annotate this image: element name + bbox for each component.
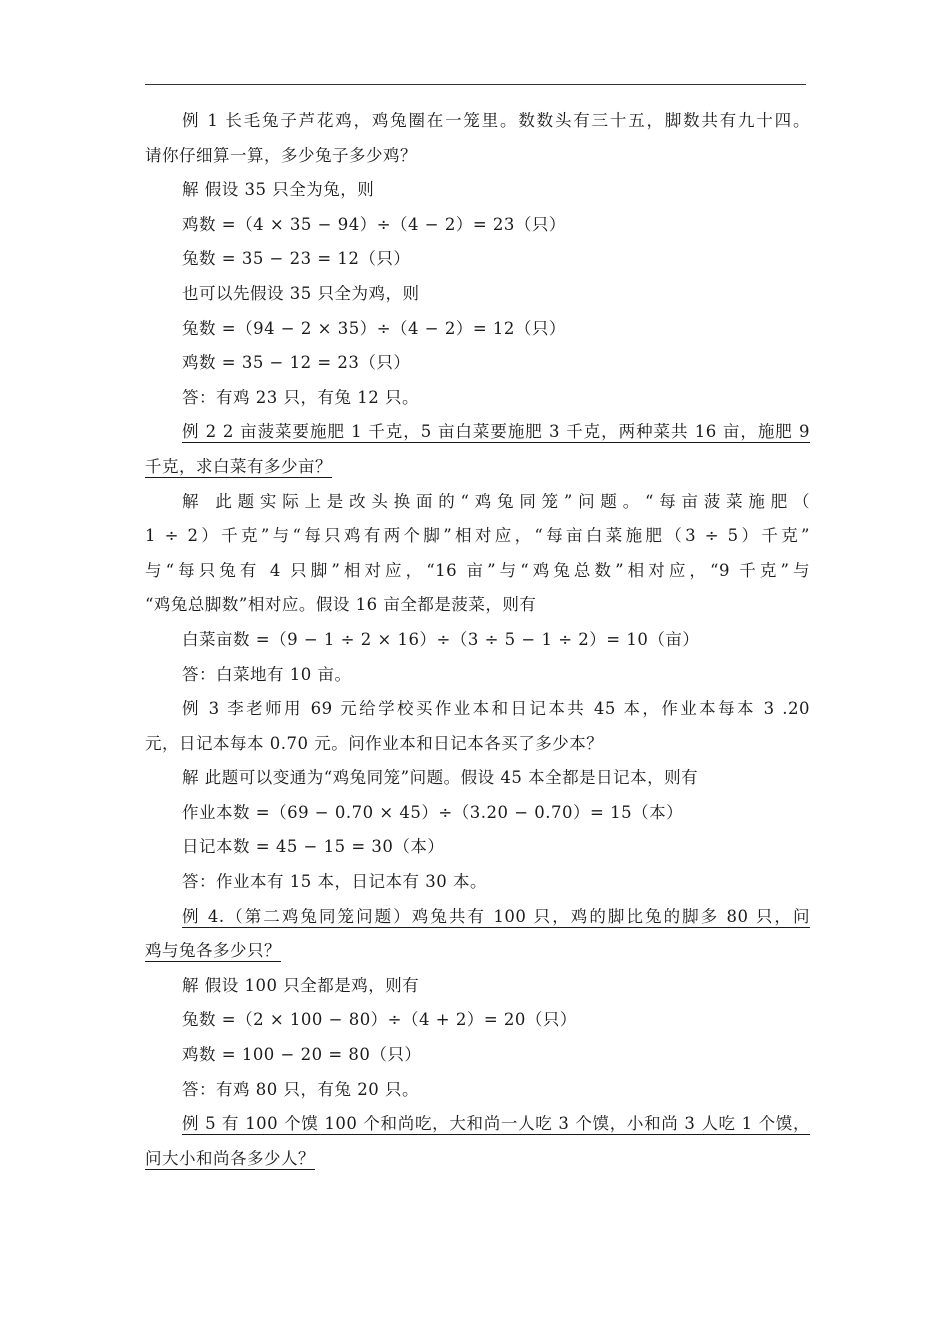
- example-5-question-cont: 问大小和尚各多少人？: [145, 1148, 315, 1168]
- example-2-solution-line: “鸡兔总脚数”相对应。假设 16 亩全都是菠菜，则有: [145, 595, 537, 615]
- example-4-solution-line: 鸡数 = 100 − 20 = 80（只）: [182, 1045, 422, 1065]
- document-body: [145, 104, 810, 1176]
- example-4-answer: 答：有鸡 80 只，有兔 20 只。: [182, 1079, 419, 1099]
- example-4-solution-line: 兔数 =（2 × 100 − 80）÷（4 + 2）= 20（只）: [182, 1010, 577, 1030]
- example-2-question-cont: 千克，求白菜有多少亩？: [145, 456, 332, 476]
- example-3-question-cont: 元，日记本每本 0.70 元。问作业本和日记本各买了多少本？: [145, 733, 604, 753]
- example-5-question: 例 5 有 100 个馍 100 个和尚吃，大和尚一人吃 3 个馍，小和尚 3 人吃 1 个馍，: [182, 1114, 810, 1134]
- example-1-solution-line: 鸡数 = 35 − 12 = 23（只）: [182, 353, 411, 373]
- example-1-solution-line: 也可以先假设 35 只全为鸡，则: [182, 283, 420, 303]
- example-2-answer: 答：白菜地有 10 亩。: [182, 664, 352, 684]
- example-4-question: 例 4.（第二鸡兔同笼问题）鸡兔共有 100 只，鸡的脚比兔的脚多 80 只，问: [182, 906, 810, 926]
- example-2-solution-line: 与“每只兔有 4 只脚”相对应，“16 亩”与“鸡兔总数”相对应，“9 千克”与: [145, 560, 810, 580]
- example-3-answer: 答：作业本有 15 本，日记本有 30 本。: [182, 872, 487, 892]
- example-2-solution-line: 白菜亩数 =（9 − 1 ÷ 2 × 16）÷（3 ÷ 5 − 1 ÷ 2）= 10（亩）: [182, 629, 700, 649]
- example-1-solution-line: 兔数 = 35 − 23 = 12（只）: [182, 249, 411, 269]
- example-1-solution-line: 鸡数 =（4 × 35 − 94）÷（4 − 2）= 23（只）: [182, 214, 566, 234]
- example-2-question: 例 2 2 亩菠菜要施肥 1 千克，5 亩白菜要施肥 3 千克，两种菜共 16 亩，施肥 9: [182, 422, 810, 442]
- example-1-answer: 答：有鸡 23 只，有兔 12 只。: [182, 387, 419, 407]
- example-3-question: 例 3 李老师用 69 元给学校买作业本和日记本共 45 本，作业本每本 3 .20: [182, 699, 810, 719]
- example-3-solution-line: 解 此题可以变通为“鸡兔同笼”问题。假设 45 本全都是日记本，则有: [182, 768, 699, 788]
- example-2-solution-line: 解 此题实际上是改头换面的“鸡兔同笼”问题。“每亩菠菜施肥（: [182, 491, 810, 511]
- example-1-solution-line: 兔数 =（94 − 2 × 35）÷（4 − 2）= 12（只）: [182, 318, 566, 338]
- header-rule: [145, 84, 806, 85]
- example-1-solution-line: 解 假设 35 只全为兔，则: [182, 180, 375, 200]
- example-3-solution-line: 日记本数 = 45 − 15 = 30（本）: [182, 837, 445, 857]
- example-4-question-cont: 鸡与兔各多少只？: [145, 941, 281, 961]
- example-2-solution-line: 1 ÷ 2）千克”与“每只鸡有两个脚”相对应，“每亩白菜施肥（3 ÷ 5）千克”: [145, 526, 810, 546]
- example-3-solution-line: 作业本数 =（69 − 0.70 × 45）÷（3.20 − 0.70）= 15（本）: [182, 802, 684, 822]
- example-1-question: 例 1 长毛兔子芦花鸡，鸡兔圈在一笼里。数数头有三十五，脚数共有九十四。: [182, 111, 810, 130]
- example-4-solution-line: 解 假设 100 只全都是鸡，则有: [182, 975, 420, 995]
- example-1-question-cont: 请你仔细算一算，多少兔子多少鸡？: [145, 145, 417, 165]
